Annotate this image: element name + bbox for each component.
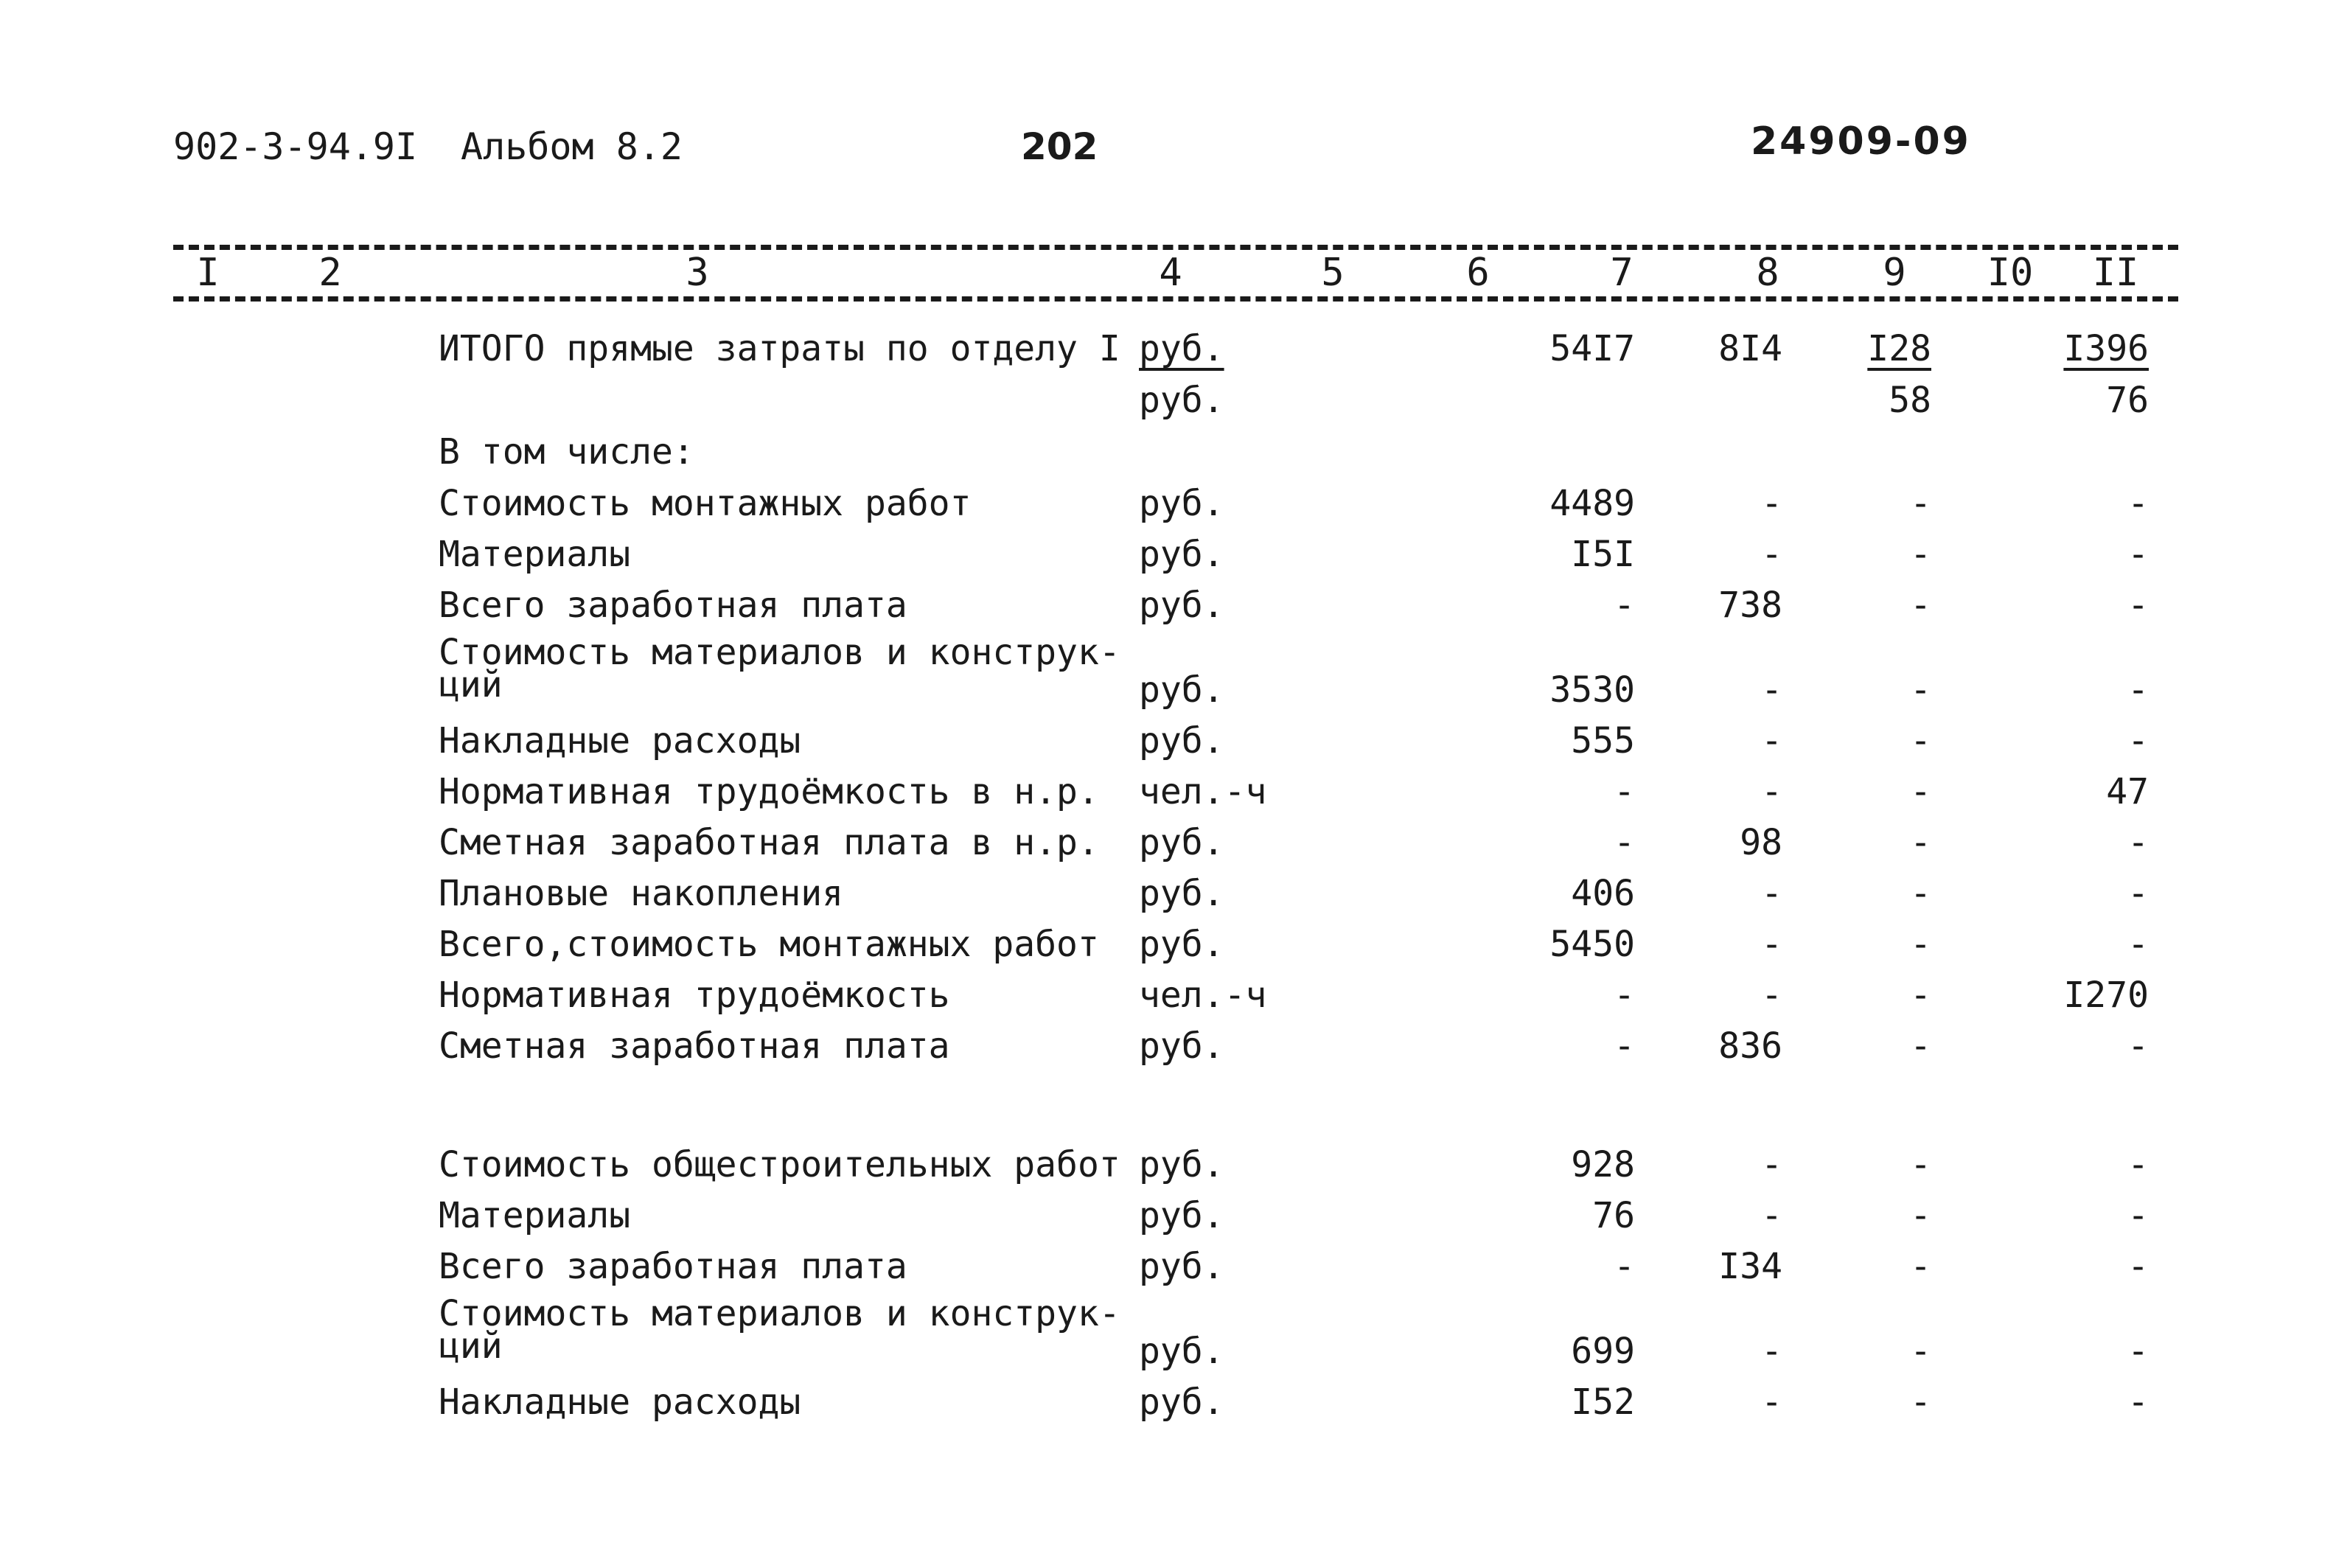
column-number: I0 [1987, 251, 2034, 295]
cell-col8: - [1761, 1381, 1782, 1423]
cell-col11: 47 [2106, 771, 2149, 812]
column-number: 8 [1756, 251, 1779, 295]
row-unit: чел.-ч [1139, 975, 1267, 1016]
cell-col11: - [2127, 1381, 2149, 1423]
cell-col7: - [1614, 585, 1635, 626]
cell-col11: - [2127, 1195, 2149, 1236]
cell-col9: - [1910, 924, 1931, 965]
row-name-line1: Стоимость материалов и конструк- [439, 632, 1120, 673]
cell-col7: - [1614, 822, 1635, 863]
cell-col7: 699 [1571, 1331, 1635, 1372]
cell-col8: I34 [1718, 1246, 1782, 1287]
cell-col7: - [1614, 1246, 1635, 1287]
cell-col9: 58 [1889, 380, 1931, 421]
cell-col9: - [1910, 1195, 1931, 1236]
column-number: 6 [1466, 251, 1490, 295]
cell-col7: 4489 [1549, 483, 1635, 524]
row-name: Сметная заработная плата в н.р. [439, 822, 1099, 863]
cell-col7: 406 [1571, 873, 1635, 914]
cell-col8: - [1761, 483, 1782, 524]
cell-col8: - [1761, 720, 1782, 762]
row-unit: руб. [1139, 924, 1224, 965]
row-name: Нормативная трудоёмкость [439, 975, 950, 1016]
column-number: 2 [318, 251, 342, 295]
header-dashed-rule-bottom [173, 296, 2178, 302]
header-dashed-rule-top [173, 245, 2178, 250]
row-unit: руб. [1139, 534, 1224, 575]
cell-col8: 836 [1718, 1025, 1782, 1067]
doc-number: 24909-09 [1751, 119, 1971, 164]
row-name: Всего заработная плата [439, 585, 907, 626]
column-number: 3 [686, 251, 709, 295]
cell-col11: I270 [2063, 975, 2149, 1016]
cell-col11: - [2127, 924, 2149, 965]
row-unit: руб. [1139, 1144, 1224, 1185]
row-name: Накладные расходы [439, 1381, 801, 1423]
row-unit: руб. [1139, 822, 1224, 863]
row-name-line1: Стоимость материалов и конструк- [439, 1293, 1120, 1334]
row-unit: руб. [1139, 669, 1224, 711]
row-unit: руб. [1139, 1195, 1224, 1236]
cell-col8: 738 [1718, 585, 1782, 626]
cell-col9: - [1910, 1144, 1931, 1185]
row-name-line2: ций [439, 1325, 503, 1367]
cell-col7: - [1614, 771, 1635, 812]
cell-col11: - [2127, 534, 2149, 575]
document-code: 902-3-94.9I [173, 125, 418, 168]
cell-col7: - [1614, 975, 1635, 1016]
row-unit: руб. [1139, 1246, 1224, 1287]
cell-col11: I396 [2063, 328, 2149, 369]
row-name: Сметная заработная плата [439, 1025, 950, 1067]
row-unit: руб. [1139, 1025, 1224, 1067]
cell-col9: - [1910, 1381, 1931, 1423]
cell-col9: - [1910, 1246, 1931, 1287]
cell-col8: 98 [1740, 822, 1782, 863]
cell-col7: 54I7 [1549, 328, 1635, 369]
row-unit: чел.-ч [1139, 771, 1267, 812]
cell-col7: I52 [1571, 1381, 1635, 1423]
column-number: II [2092, 251, 2139, 295]
cell-col11: - [2127, 822, 2149, 863]
cell-col8: 8I4 [1718, 328, 1782, 369]
cell-col7: I5I [1571, 534, 1635, 575]
row-name: Материалы [439, 534, 631, 575]
cell-col8: - [1761, 1195, 1782, 1236]
cell-col11: - [2127, 720, 2149, 762]
cell-col11: 76 [2106, 380, 2149, 421]
row-name: Всего заработная плата [439, 1246, 907, 1287]
cell-col8: - [1761, 771, 1782, 812]
row-name: Стоимость общестроительных работ [439, 1144, 1120, 1185]
subheading: В том числе: [439, 431, 694, 473]
column-number: 5 [1321, 251, 1345, 295]
row-name: Стоимость монтажных работ [439, 483, 972, 524]
cell-col9: - [1910, 975, 1931, 1016]
cell-col8: - [1761, 873, 1782, 914]
cell-col7: 5450 [1549, 924, 1635, 965]
cell-col7: 928 [1571, 1144, 1635, 1185]
cell-col9: - [1910, 1331, 1931, 1372]
cell-col9: - [1910, 873, 1931, 914]
cell-col7: - [1614, 1025, 1635, 1067]
cell-col11: - [2127, 873, 2149, 914]
cell-col9: - [1910, 669, 1931, 711]
column-number: I [196, 251, 220, 295]
row-name-line2: ций [439, 664, 503, 705]
row-name: Материалы [439, 1195, 631, 1236]
row-unit: руб. [1139, 720, 1224, 762]
column-number: 4 [1159, 251, 1182, 295]
cell-col7: 3530 [1549, 669, 1635, 711]
row-unit: руб. [1139, 873, 1224, 914]
cell-col11: - [2127, 483, 2149, 524]
row-unit: руб. [1139, 585, 1224, 626]
cell-col8: - [1761, 1331, 1782, 1372]
page-number: 202 [1021, 125, 1098, 168]
cell-col11: - [2127, 669, 2149, 711]
row-name: Накладные расходы [439, 720, 801, 762]
cell-col8: - [1761, 975, 1782, 1016]
cell-col7: 555 [1571, 720, 1635, 762]
cell-col11: - [2127, 1246, 2149, 1287]
cell-col9: - [1910, 822, 1931, 863]
cell-col9: - [1910, 1025, 1931, 1067]
row-unit: руб. [1139, 483, 1224, 524]
cell-col9: I28 [1867, 328, 1931, 369]
cell-col9: - [1910, 771, 1931, 812]
cell-col8: - [1761, 924, 1782, 965]
row-unit: руб. [1139, 380, 1224, 421]
cell-col8: - [1761, 534, 1782, 575]
cell-col11: - [2127, 585, 2149, 626]
row-unit: руб. [1139, 1381, 1224, 1423]
row-unit: руб. [1139, 1331, 1224, 1372]
row-name: Плановые накопления [439, 873, 844, 914]
cell-col11: - [2127, 1025, 2149, 1067]
row-name: ИТОГО прямые затраты по отделу I [439, 328, 1120, 369]
cell-col9: - [1910, 534, 1931, 575]
cell-col11: - [2127, 1144, 2149, 1185]
cell-col9: - [1910, 585, 1931, 626]
cell-col11: - [2127, 1331, 2149, 1372]
column-number: 7 [1610, 251, 1634, 295]
cell-col9: - [1910, 483, 1931, 524]
cell-col8: - [1761, 669, 1782, 711]
cell-col7: 76 [1592, 1195, 1635, 1236]
cell-col8: - [1761, 1144, 1782, 1185]
cell-col9: - [1910, 720, 1931, 762]
row-name: Нормативная трудоёмкость в н.р. [439, 771, 1099, 812]
album-label: Альбом 8.2 [461, 125, 683, 168]
row-name: Всего,стоимость монтажных работ [439, 924, 1099, 965]
row-unit: руб. [1139, 328, 1224, 369]
column-number: 9 [1883, 251, 1906, 295]
